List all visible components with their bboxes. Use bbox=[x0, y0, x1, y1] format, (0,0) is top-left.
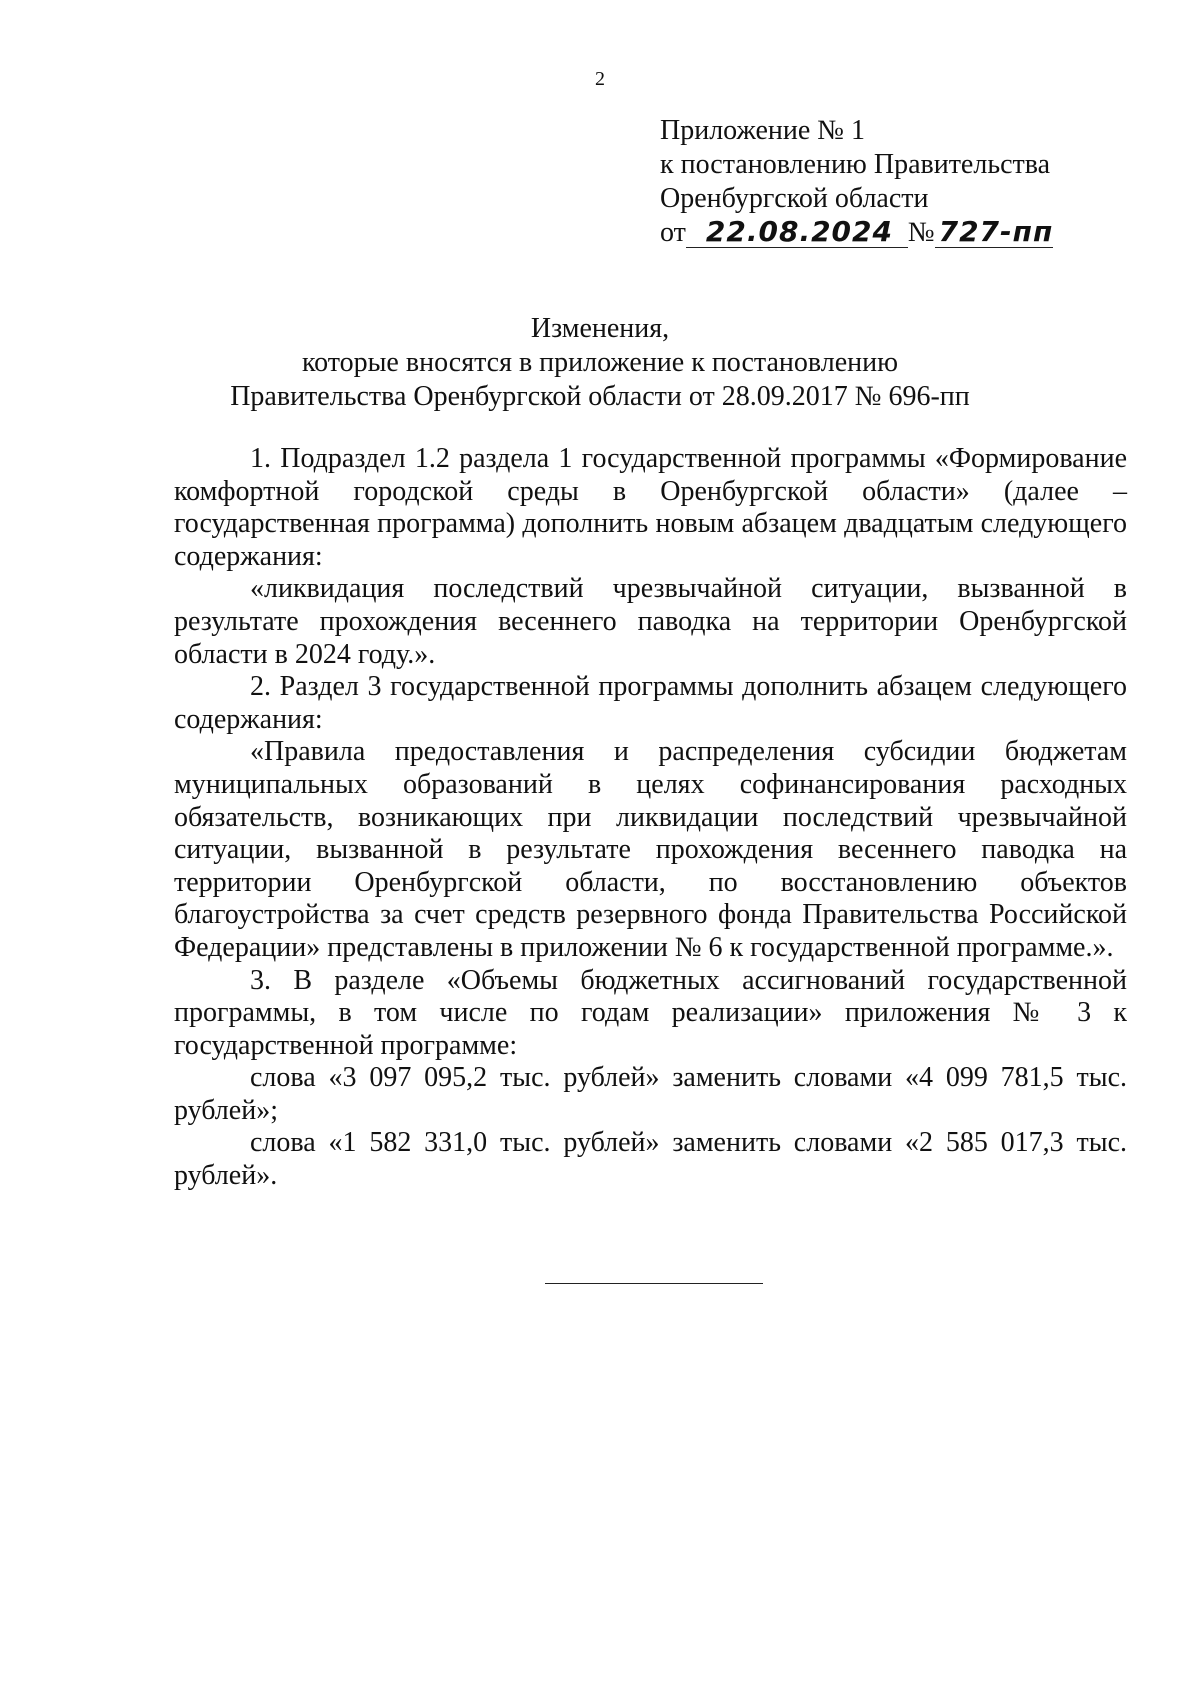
handwritten-date: 22.08.2024 bbox=[705, 215, 894, 248]
paragraph-3: 3. В разделе «Объемы бюджетных ассигнований государственной программы, в том числе по годам реализации» приложения № 3 к государственной программе: bbox=[174, 964, 1127, 1061]
date-prefix: от bbox=[660, 217, 686, 248]
document-body bbox=[174, 443, 1127, 1193]
page-number: 2 bbox=[595, 68, 605, 90]
number-field bbox=[935, 215, 1054, 248]
paragraph-3-change-1: слова «3 097 095,2 тыс. рублей» заменить словами «4 099 781,5 тыс. рублей»; bbox=[174, 1062, 1127, 1126]
appendix-block bbox=[660, 114, 1053, 250]
appendix-reference: к постановлению Правительства bbox=[660, 149, 1051, 180]
end-rule bbox=[545, 1283, 763, 1284]
handwritten-number: 727-пп bbox=[938, 215, 1054, 248]
paragraph-2: 2. Раздел 3 государственной программы дополнить абзацем следующего содержания: bbox=[174, 671, 1127, 735]
appendix-title: Приложение № 1 bbox=[660, 115, 865, 146]
appendix-region: Оренбургской области bbox=[660, 183, 929, 214]
paragraph-3-change-2: слова «1 582 331,0 тыс. рублей» заменить словами «2 585 017,3 тыс. рублей». bbox=[174, 1127, 1127, 1192]
paragraph-2-quote: «Правила предоставления и распределения субсидии бюджетам муниципальных образований в целях софинансирования расходных обязательств, возникающих при ликвидации последствий чрезвычайной ситуации, вызванной в результате прохождения весеннего паводка на территории Оренбургской области, по восстановлению объектов благоустройства за счет средств резервного фонда Правительства Российской Федерации» представлены в приложении № 6 к государственной программе.». bbox=[174, 736, 1127, 963]
paragraph-1: 1. Подраздел 1.2 раздела 1 государственной программы «Формирование комфортной городской среды в Оренбургской области» (далее – государственная программа) дополнить новым абзацем двадцатым следующего содержания: bbox=[174, 443, 1127, 572]
heading-reference: Правительства Оренбургской области от 28.09.2017 № 696-пп bbox=[230, 381, 970, 412]
heading-title: Изменения, bbox=[530, 313, 670, 344]
heading-subtitle: которые вносятся в приложение к постановлению bbox=[301, 347, 899, 378]
paragraph-1-quote: «ликвидация последствий чрезвычайной ситуации, вызванной в результате прохождения весеннего паводка на территории Оренбургской области в 2024 году.». bbox=[174, 573, 1127, 670]
date-field bbox=[686, 215, 908, 248]
document-heading bbox=[0, 312, 1200, 414]
appendix-date-line bbox=[660, 216, 1053, 250]
number-prefix: № bbox=[907, 217, 935, 248]
